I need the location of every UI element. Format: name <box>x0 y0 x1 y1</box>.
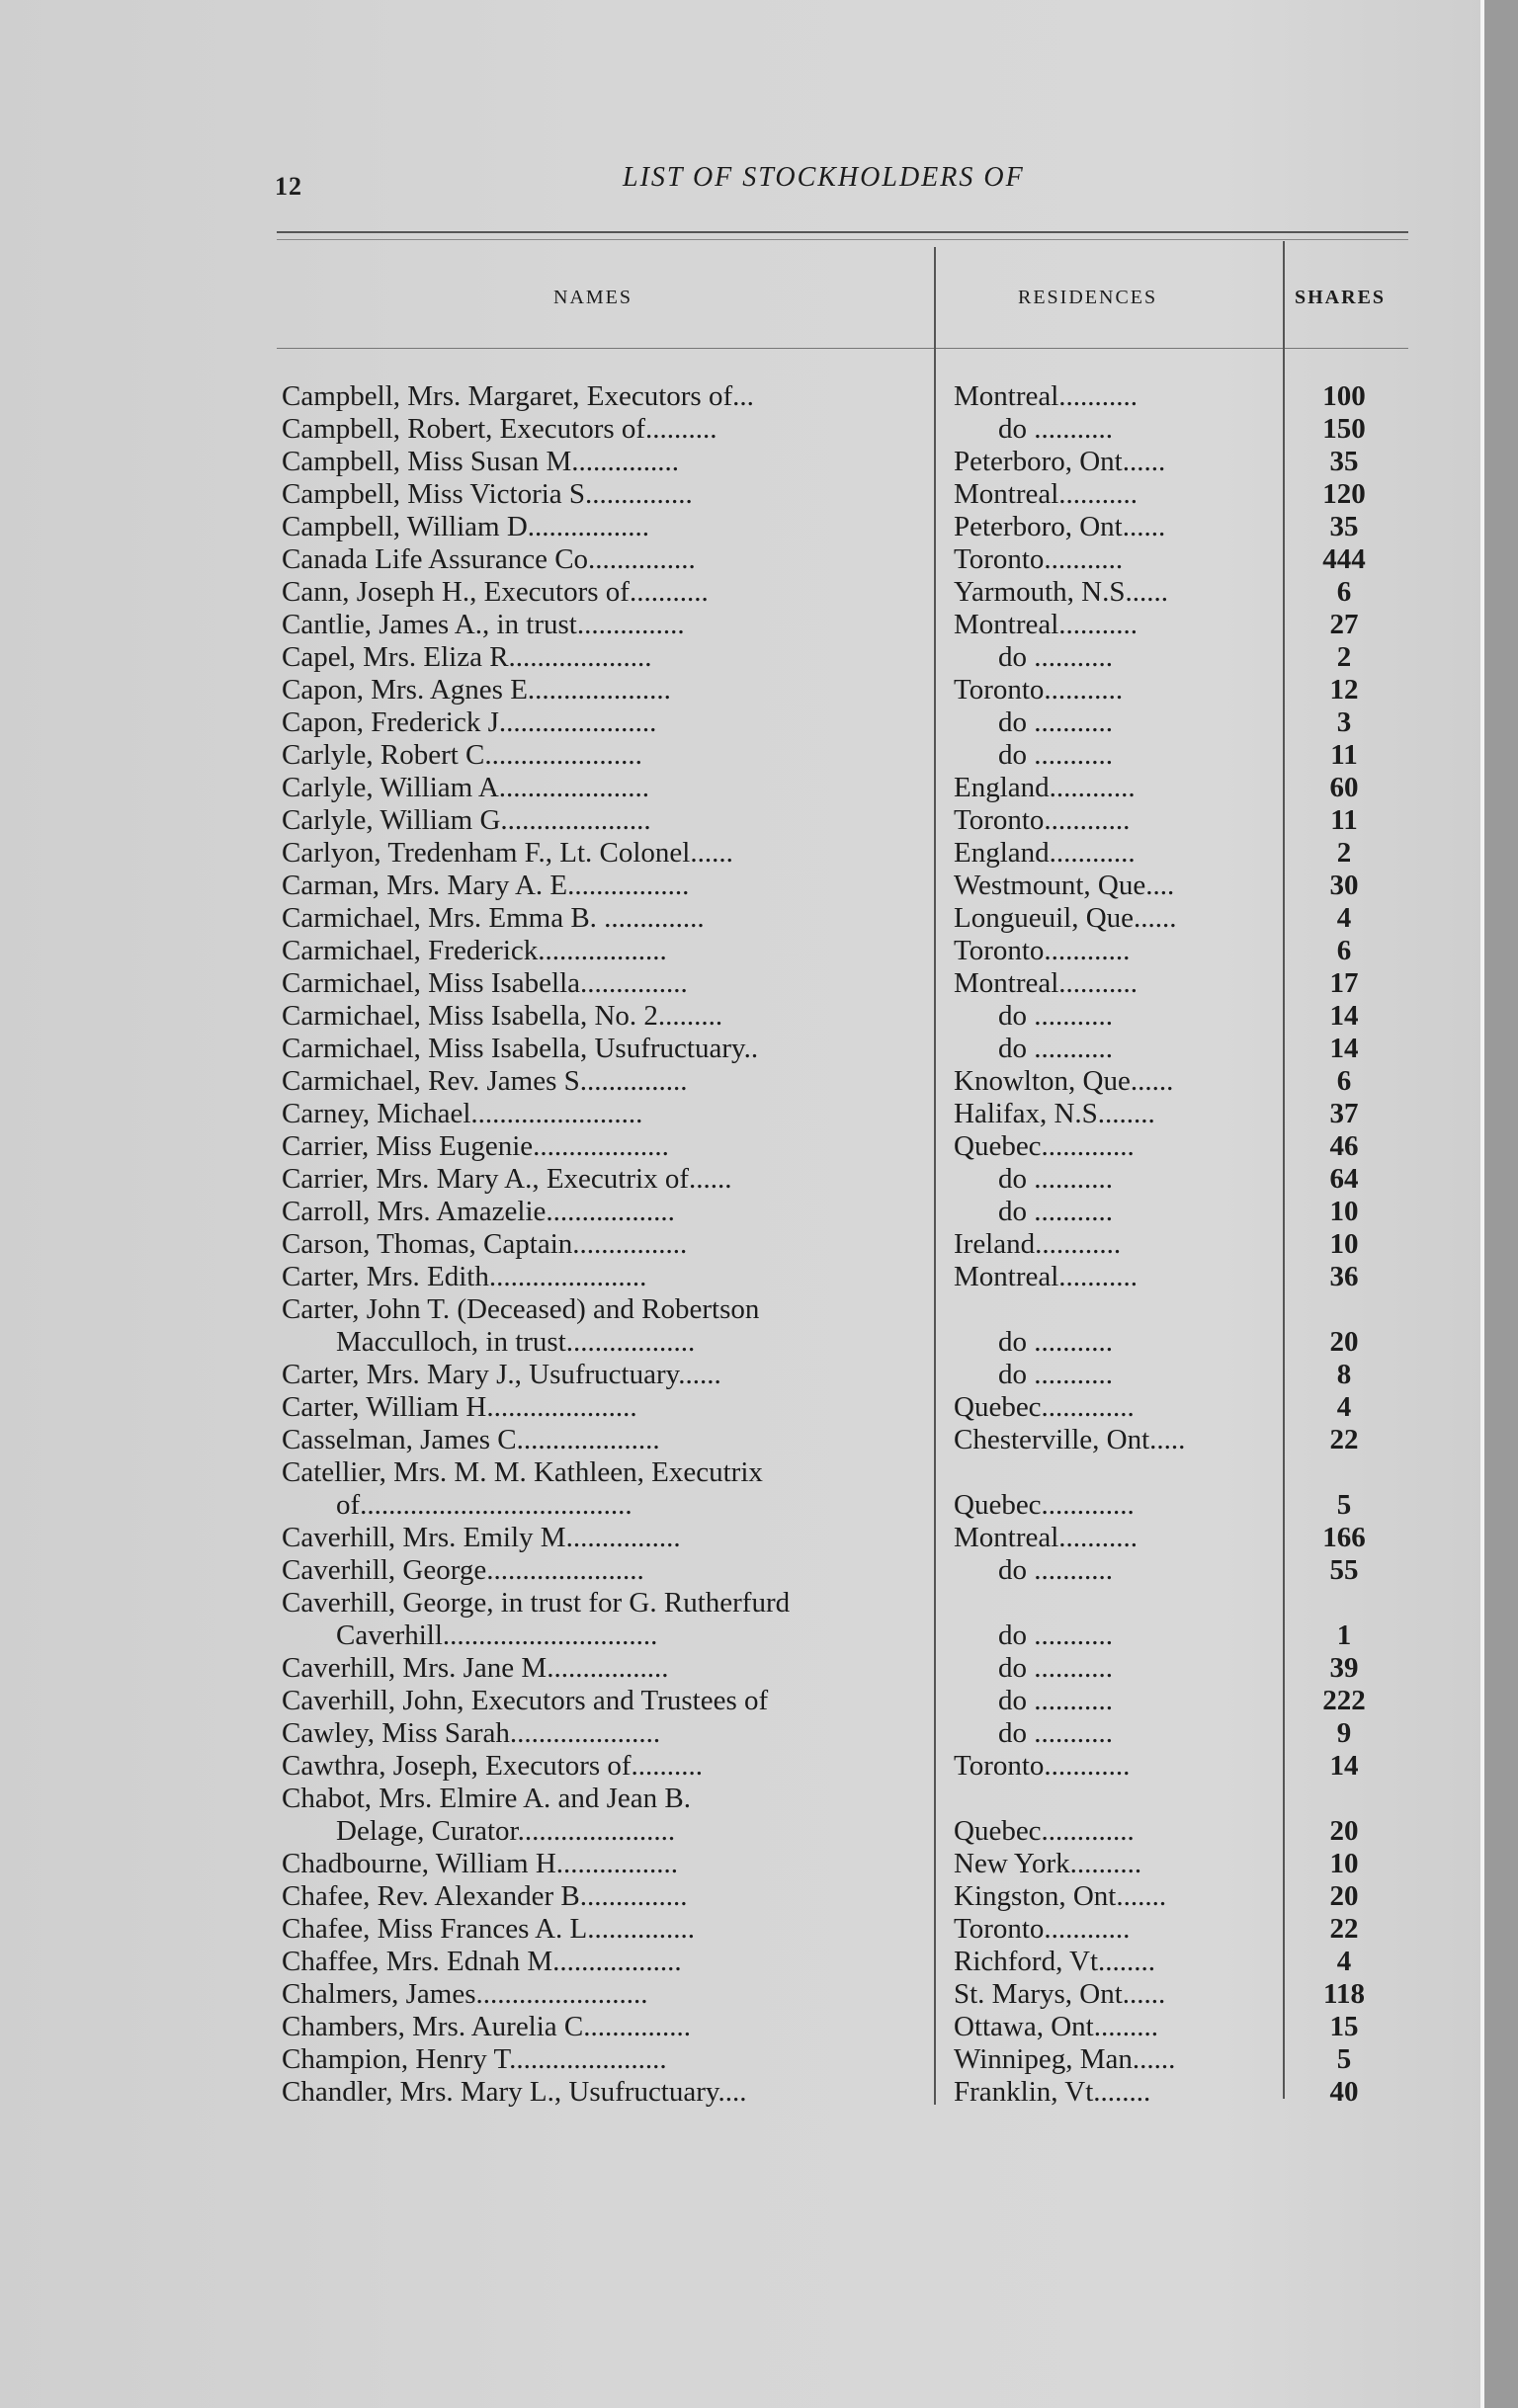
share-count: 6 <box>1336 935 1352 966</box>
table-row <box>282 2011 1418 2043</box>
stockholder-name-line: Chalmers, James........................ <box>282 1978 648 2010</box>
running-head: LIST OF STOCKHOLDERS OF <box>623 162 1025 193</box>
table-row <box>282 739 1418 772</box>
share-count: 4 <box>1336 1391 1352 1423</box>
stockholder-name <box>282 1978 929 2011</box>
stockholder-name <box>282 1554 929 1587</box>
table-row <box>282 1163 1418 1196</box>
share-count: 150 <box>1322 413 1366 445</box>
residence: do ........... <box>998 641 1113 673</box>
share-count: 10 <box>1329 1228 1359 1260</box>
stockholder-name <box>282 1652 929 1685</box>
stockholder-name-continuation: Delage, Curator...................... <box>336 1815 676 1847</box>
residence: Montreal........... <box>954 967 1138 999</box>
residence: England............ <box>954 837 1136 869</box>
share-count: 166 <box>1322 1522 1366 1553</box>
stockholder-name <box>282 1783 929 1848</box>
table-row <box>282 1033 1418 1065</box>
stockholder-name <box>282 1391 929 1424</box>
stockholder-name <box>282 739 929 772</box>
table-row <box>282 1359 1418 1391</box>
stockholder-name-line: Caverhill, John, Executors and Trustees of <box>282 1685 769 1716</box>
residence: Toronto............ <box>954 1750 1131 1782</box>
share-count: 15 <box>1329 2011 1359 2042</box>
stockholder-name-line: Canada Life Assurance Co............... <box>282 543 696 575</box>
column-header-names: NAMES <box>553 287 633 308</box>
residence: Toronto............ <box>954 804 1131 836</box>
stockholder-name <box>282 576 929 609</box>
stockholder-name <box>282 1913 929 1946</box>
stockholder-name <box>282 1261 929 1293</box>
table-row <box>282 870 1418 902</box>
stockholder-name <box>282 609 929 641</box>
stockholder-name <box>282 1293 929 1359</box>
table-row <box>282 1424 1418 1456</box>
share-count: 20 <box>1329 1880 1359 1912</box>
stockholder-name-line: Carroll, Mrs. Amazelie.................. <box>282 1196 675 1227</box>
share-count: 444 <box>1322 543 1366 575</box>
share-count: 46 <box>1329 1130 1359 1162</box>
table-row <box>282 1554 1418 1587</box>
residence: Montreal........... <box>954 380 1138 412</box>
stockholder-name-line: Carmichael, Miss Isabella............... <box>282 967 688 999</box>
share-count: 5 <box>1336 2043 1352 2075</box>
stockholder-name-line: Chabot, Mrs. Elmire A. and Jean B. <box>282 1783 692 1814</box>
residence: Knowlton, Que...... <box>954 1065 1174 1097</box>
share-count: 118 <box>1323 1978 1365 2010</box>
stockholder-name-line: Carlyle, William G..................... <box>282 804 651 836</box>
table-row <box>282 641 1418 674</box>
share-count: 60 <box>1329 772 1359 803</box>
stockholder-name <box>282 674 929 706</box>
stockholder-name-line: Campbell, Miss Victoria S............... <box>282 478 693 510</box>
share-count: 6 <box>1336 1065 1352 1097</box>
table-row <box>282 1978 1418 2011</box>
share-count: 30 <box>1329 870 1359 901</box>
stockholder-name-line: Carson, Thomas, Captain................ <box>282 1228 688 1260</box>
column-header-shares: SHARES <box>1295 287 1387 308</box>
residence: Franklin, Vt........ <box>954 2076 1151 2108</box>
stockholder-name-line: Chandler, Mrs. Mary L., Usufructuary.... <box>282 2076 747 2108</box>
stockholder-name-continuation: of...................................... <box>336 1489 632 1521</box>
residence: do ........... <box>998 1359 1113 1390</box>
residence: Montreal........... <box>954 478 1138 510</box>
share-count: 22 <box>1329 1913 1359 1945</box>
share-count: 2 <box>1336 837 1352 869</box>
stockholder-name <box>282 1130 929 1163</box>
residence: Westmount, Que.... <box>954 870 1175 901</box>
table-row <box>282 1587 1418 1652</box>
residence: Ireland............ <box>954 1228 1122 1260</box>
stockholder-name-line: Capon, Frederick J...................... <box>282 706 657 738</box>
residence: Quebec............. <box>954 1489 1135 1521</box>
stockholder-name-line: Catellier, Mrs. M. M. Kathleen, Executrix <box>282 1456 763 1488</box>
stockholder-name-line: Carter, William H..................... <box>282 1391 637 1423</box>
share-count: 5 <box>1336 1489 1352 1521</box>
share-count: 9 <box>1336 1717 1352 1749</box>
table-row <box>282 902 1418 935</box>
stockholder-name-line: Capel, Mrs. Eliza R.................... <box>282 641 652 673</box>
stockholder-name-line: Campbell, William D................. <box>282 511 650 542</box>
share-count: 17 <box>1329 967 1359 999</box>
residence: do ........... <box>998 1554 1113 1586</box>
stockholder-name-line: Carmichael, Mrs. Emma B. .............. <box>282 902 705 934</box>
share-count: 37 <box>1329 1098 1359 1129</box>
stockholder-name <box>282 2011 929 2043</box>
table-row <box>282 1783 1418 1848</box>
share-count: 6 <box>1336 576 1352 608</box>
column-header-residences: RESIDENCES <box>1018 287 1158 308</box>
residence: Kingston, Ont....... <box>954 1880 1167 1912</box>
share-count: 120 <box>1322 478 1366 510</box>
stockholder-name <box>282 1685 929 1717</box>
stockholder-name <box>282 413 929 446</box>
stockholder-name-line: Carlyon, Tredenham F., Lt. Colonel...... <box>282 837 733 869</box>
stockholder-name-line: Caverhill, George, in trust for G. Rutherfurd <box>282 1587 791 1619</box>
stockholder-name <box>282 511 929 543</box>
stockholder-name <box>282 1359 929 1391</box>
table-row <box>282 1848 1418 1880</box>
residence: New York.......... <box>954 1848 1142 1879</box>
residence: Peterboro, Ont...... <box>954 511 1166 542</box>
stockholder-name <box>282 478 929 511</box>
share-count: 39 <box>1329 1652 1359 1684</box>
share-count: 8 <box>1336 1359 1352 1390</box>
residence: Quebec............. <box>954 1391 1135 1423</box>
residence: do ........... <box>998 1000 1113 1032</box>
residence: do ........... <box>998 739 1113 771</box>
residence: Toronto............ <box>954 1913 1131 1945</box>
residence: Ottawa, Ont......... <box>954 2011 1158 2042</box>
stockholder-name <box>282 1456 929 1522</box>
share-count: 35 <box>1329 511 1359 542</box>
residence: Toronto............ <box>954 935 1131 966</box>
stockholder-name <box>282 1750 929 1783</box>
share-count: 11 <box>1330 739 1358 771</box>
residence: Montreal........... <box>954 1261 1138 1292</box>
stockholder-name-line: Campbell, Mrs. Margaret, Executors of... <box>282 380 754 412</box>
table-row <box>282 1685 1418 1717</box>
residence: Montreal........... <box>954 1522 1138 1553</box>
table-row <box>282 804 1418 837</box>
residence: Quebec............. <box>954 1815 1135 1847</box>
table-row <box>282 511 1418 543</box>
share-count: 11 <box>1330 804 1358 836</box>
stockholder-name-line: Carmichael, Rev. James S............... <box>282 1065 688 1097</box>
stockholder-name-line: Carter, Mrs. Mary J., Usufructuary...... <box>282 1359 721 1390</box>
residence: Chesterville, Ont..... <box>954 1424 1186 1455</box>
table-row <box>282 1913 1418 1946</box>
stockholder-name <box>282 935 929 967</box>
stockholder-name-line: Carman, Mrs. Mary A. E................. <box>282 870 690 901</box>
share-count: 12 <box>1329 674 1359 706</box>
residence: Yarmouth, N.S...... <box>954 576 1169 608</box>
share-count: 64 <box>1329 1163 1359 1195</box>
table-row <box>282 1261 1418 1293</box>
stockholder-name <box>282 1587 929 1652</box>
residence: Peterboro, Ont...... <box>954 446 1166 477</box>
stockholder-name-line: Carter, John T. (Deceased) and Robertson <box>282 1293 760 1325</box>
stockholder-name <box>282 1946 929 1978</box>
stockholder-name-line: Caverhill, George...................... <box>282 1554 644 1586</box>
table-row <box>282 576 1418 609</box>
table-row <box>282 967 1418 1000</box>
stockholder-name <box>282 870 929 902</box>
stockholder-name <box>282 706 929 739</box>
residence: Montreal........... <box>954 609 1138 640</box>
stockholder-name <box>282 1717 929 1750</box>
stockholder-name <box>282 1424 929 1456</box>
table-row <box>282 1880 1418 1913</box>
residence: do ........... <box>998 1717 1113 1749</box>
stockholder-name-line: Chambers, Mrs. Aurelia C............... <box>282 2011 692 2042</box>
residence: do ........... <box>998 1652 1113 1684</box>
table-row <box>282 1130 1418 1163</box>
stockholder-name-line: Cantlie, James A., in trust............... <box>282 609 685 640</box>
table-row <box>282 1946 1418 1978</box>
stockholder-table <box>282 380 1418 2109</box>
residence: Richford, Vt........ <box>954 1946 1156 1977</box>
page-number: 12 <box>275 172 302 201</box>
share-count: 35 <box>1329 446 1359 477</box>
share-count: 100 <box>1322 380 1366 412</box>
table-row <box>282 2076 1418 2109</box>
residence: Winnipeg, Man...... <box>954 2043 1176 2075</box>
table-row <box>282 1293 1418 1359</box>
table-row <box>282 1196 1418 1228</box>
table-row <box>282 478 1418 511</box>
share-count: 4 <box>1336 1946 1352 1977</box>
table-row <box>282 380 1418 413</box>
residence: England............ <box>954 772 1136 803</box>
stockholder-name-line: Casselman, James C.................... <box>282 1424 660 1455</box>
stockholder-name-line: Champion, Henry T...................... <box>282 2043 667 2075</box>
stockholder-name-line: Chadbourne, William H................. <box>282 1848 679 1879</box>
stockholder-name-line: Carmichael, Miss Isabella, Usufructuary.. <box>282 1033 759 1064</box>
stockholder-name-line: Carlyle, Robert C...................... <box>282 739 642 771</box>
table-row <box>282 1065 1418 1098</box>
table-row <box>282 674 1418 706</box>
share-count: 55 <box>1329 1554 1359 1586</box>
table-row <box>282 2043 1418 2076</box>
residence: do ........... <box>998 706 1113 738</box>
stockholder-name <box>282 902 929 935</box>
residence: do ........... <box>998 1163 1113 1195</box>
residence: St. Marys, Ont...... <box>954 1978 1166 2010</box>
subheader-rule <box>277 348 1408 349</box>
table-row <box>282 1522 1418 1554</box>
stockholder-name <box>282 1163 929 1196</box>
share-count: 36 <box>1329 1261 1359 1292</box>
stockholder-name-line: Carlyle, William A..................... <box>282 772 650 803</box>
top-rule <box>277 231 1408 233</box>
table-row <box>282 706 1418 739</box>
residence: Quebec............. <box>954 1130 1135 1162</box>
residence: do ........... <box>998 1326 1113 1358</box>
stockholder-name <box>282 772 929 804</box>
share-count: 10 <box>1329 1196 1359 1227</box>
share-count: 20 <box>1329 1815 1359 1847</box>
stockholder-name <box>282 641 929 674</box>
table-row <box>282 413 1418 446</box>
residence: Toronto........... <box>954 674 1124 706</box>
stockholder-name <box>282 1522 929 1554</box>
stockholder-name <box>282 804 929 837</box>
stockholder-name <box>282 1065 929 1098</box>
stockholder-name-line: Carmichael, Frederick.................. <box>282 935 667 966</box>
stockholder-name-line: Campbell, Miss Susan M............... <box>282 446 679 477</box>
table-row <box>282 446 1418 478</box>
share-count: 4 <box>1336 902 1352 934</box>
stockholder-name <box>282 967 929 1000</box>
stockholder-name-line: Cann, Joseph H., Executors of........... <box>282 576 709 608</box>
stockholder-name-line: Carmichael, Miss Isabella, No. 2......... <box>282 1000 723 1032</box>
residence: do ........... <box>998 1685 1113 1716</box>
table-row <box>282 1391 1418 1424</box>
table-row <box>282 609 1418 641</box>
stockholder-name <box>282 380 929 413</box>
table-row <box>282 1000 1418 1033</box>
residence: Toronto........... <box>954 543 1124 575</box>
stockholder-name-line: Carter, Mrs. Edith...................... <box>282 1261 647 1292</box>
residence: Halifax, N.S........ <box>954 1098 1155 1129</box>
share-count: 14 <box>1329 1000 1359 1032</box>
residence: do ........... <box>998 1619 1113 1651</box>
stockholder-name-line: Cawthra, Joseph, Executors of.......... <box>282 1750 704 1782</box>
share-count: 14 <box>1329 1033 1359 1064</box>
stockholder-name-line: Cawley, Miss Sarah..................... <box>282 1717 661 1749</box>
stockholder-name-line: Chaffee, Mrs. Ednah M.................. <box>282 1946 682 1977</box>
stockholder-name <box>282 1033 929 1065</box>
stockholder-name-line: Carrier, Miss Eugenie................... <box>282 1130 669 1162</box>
stockholder-name-line: Chafee, Miss Frances A. L............... <box>282 1913 696 1945</box>
stockholder-name-line: Caverhill, Mrs. Jane M................. <box>282 1652 669 1684</box>
table-row <box>282 1717 1418 1750</box>
residence: do ........... <box>998 1196 1113 1227</box>
stockholder-name-line: Campbell, Robert, Executors of.......... <box>282 413 717 445</box>
stockholder-name <box>282 2076 929 2109</box>
share-count: 22 <box>1329 1424 1359 1455</box>
stockholder-name <box>282 1196 929 1228</box>
stockholder-name-line: Carney, Michael........................ <box>282 1098 643 1129</box>
stockholder-name <box>282 446 929 478</box>
stockholder-name <box>282 1098 929 1130</box>
stockholder-name <box>282 1880 929 1913</box>
share-count: 27 <box>1329 609 1359 640</box>
table-row <box>282 1652 1418 1685</box>
table-row <box>282 772 1418 804</box>
stockholder-name-line: Caverhill, Mrs. Emily M................ <box>282 1522 681 1553</box>
stockholder-name-continuation: Caverhill.............................. <box>336 1619 658 1651</box>
table-row <box>282 1750 1418 1783</box>
stockholder-name <box>282 1228 929 1261</box>
residence: Longueuil, Que...... <box>954 902 1177 934</box>
stockholder-name-line: Chafee, Rev. Alexander B............... <box>282 1880 688 1912</box>
stockholder-name-continuation: Macculloch, in trust.................. <box>336 1326 696 1358</box>
residence: do ........... <box>998 1033 1113 1064</box>
table-row <box>282 935 1418 967</box>
share-count: 10 <box>1329 1848 1359 1879</box>
residence: do ........... <box>998 413 1113 445</box>
share-count: 14 <box>1329 1750 1359 1782</box>
share-count: 20 <box>1329 1326 1359 1358</box>
share-count: 1 <box>1336 1619 1352 1651</box>
stockholder-name <box>282 1000 929 1033</box>
stockholder-name-line: Capon, Mrs. Agnes E.................... <box>282 674 671 706</box>
table-row <box>282 1098 1418 1130</box>
table-row <box>282 1228 1418 1261</box>
stockholder-name <box>282 543 929 576</box>
stockholder-name <box>282 1848 929 1880</box>
table-row <box>282 837 1418 870</box>
share-count: 2 <box>1336 641 1352 673</box>
table-row <box>282 1456 1418 1522</box>
header-rule <box>277 239 1408 240</box>
stockholder-name-line: Carrier, Mrs. Mary A., Executrix of...... <box>282 1163 732 1195</box>
stockholder-name <box>282 2043 929 2076</box>
share-count: 222 <box>1322 1685 1366 1716</box>
stockholder-name <box>282 837 929 870</box>
table-row <box>282 543 1418 576</box>
share-count: 40 <box>1329 2076 1359 2108</box>
share-count: 3 <box>1336 706 1352 738</box>
